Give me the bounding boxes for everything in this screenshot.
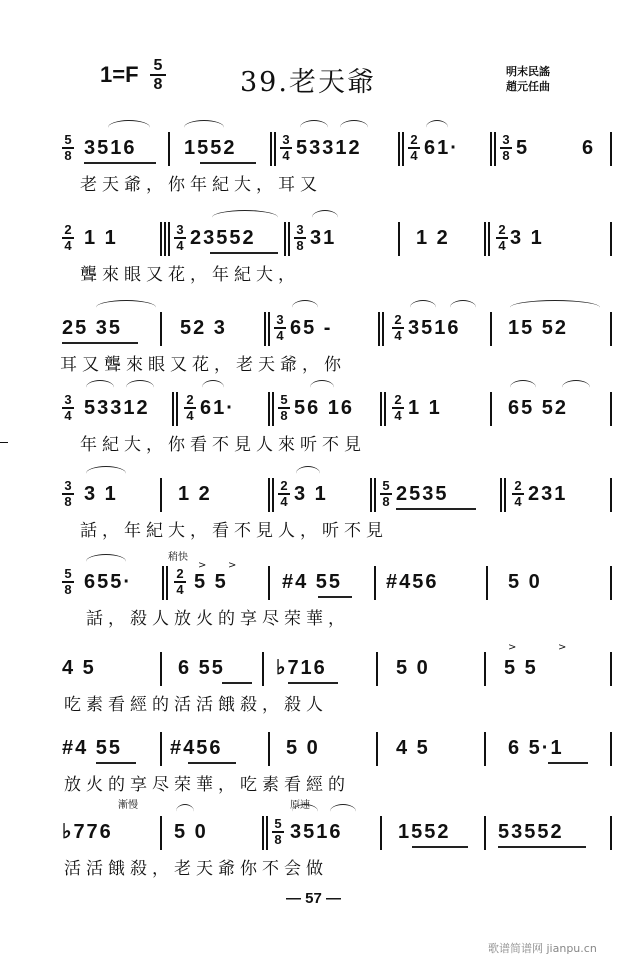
tempo-mark-faster: 稍快 (168, 552, 188, 563)
page-number: — 57 — (286, 890, 342, 907)
measure: 5 0 (396, 657, 430, 679)
tempo-mark-original: 原速 (290, 800, 310, 811)
lyric-line: 老天爺，你年紀大，耳又 (80, 175, 322, 195)
measure: 3516 (84, 137, 137, 159)
song-title: 39.老天爺 (240, 67, 376, 98)
measure: 6 55 (178, 657, 225, 679)
measure: 655· (84, 571, 133, 593)
measure: 1 2 (178, 483, 212, 505)
measure: 5 (516, 137, 530, 159)
measure: 2535 (396, 483, 449, 505)
measure: 1552 (398, 821, 451, 843)
measure: 231 (528, 483, 568, 505)
meter-signature (150, 58, 166, 92)
measure: 6 (582, 137, 596, 159)
meter-bottom: 8 (153, 76, 163, 93)
measure: 3 1 (294, 483, 328, 505)
measure: 53312 (296, 137, 362, 159)
lyric-line: 話，年紀大，看不見人，听不見 (80, 521, 388, 541)
measure: 65 - (290, 317, 333, 339)
measure: 5 5 (194, 571, 228, 593)
key-signature: 1=F (100, 62, 139, 87)
measure: 1552 (184, 137, 237, 159)
measure: 61· (424, 137, 459, 159)
measure: #4 55 (62, 737, 123, 759)
measure: 1 1 (84, 227, 118, 249)
measure: 15 52 (508, 317, 569, 339)
measure: 1 1 (408, 397, 442, 419)
measure: 6 5·1 (508, 737, 564, 759)
tempo-mark-slower: 漸慢 (118, 800, 138, 811)
measure: 5 0 (286, 737, 320, 759)
lyric-line: 年紀大，你看不見人來听不見 (80, 435, 366, 455)
measure: 25 35 (62, 317, 123, 339)
measure: 5 0 (174, 821, 208, 843)
lyric-line: 放火的享尽荣華，吃素看經的 (64, 775, 350, 795)
measure: 3 1 (84, 483, 118, 505)
measure: 5 5 (504, 657, 538, 679)
measure: 1 2 (416, 227, 450, 249)
measure: ♭716 (276, 657, 327, 679)
measure: 53312 (84, 397, 150, 419)
lyric-line: 活活餓殺，老天爺你不会做 (64, 859, 328, 879)
lyric-line: 吃素看經的活活餓殺，殺人 (64, 695, 328, 715)
attribution-origin: 明末民謠 (506, 65, 550, 78)
lyric-line: 聾來眼又花，年紀大， (80, 265, 300, 285)
lyric-line: 話，殺人放火的享尽荣華， (86, 609, 350, 629)
measure: 61· (200, 397, 235, 419)
measure: 53552 (498, 821, 564, 843)
meter-top: 5 (153, 57, 163, 74)
measure: 52 3 (180, 317, 227, 339)
measure: #4 55 (282, 571, 343, 593)
margin-tick (0, 442, 8, 443)
measure: 4 5 (396, 737, 430, 759)
attribution (506, 64, 550, 94)
watermark: 歌谱简谱网 jianpu.cn (488, 942, 597, 955)
attribution-composer: 趙元任曲 (506, 80, 550, 93)
measure: 3516 (408, 317, 461, 339)
accent-mark: > (198, 560, 207, 571)
measure: 3 1 (510, 227, 544, 249)
measure: 4 5 (62, 657, 96, 679)
measure: 56 16 (294, 397, 355, 419)
measure: 31 (310, 227, 337, 249)
measure: #456 (170, 737, 223, 759)
measure: 65 52 (508, 397, 569, 419)
measure: 23552 (190, 227, 256, 249)
accent-mark: > (558, 642, 567, 653)
measure: #456 (386, 571, 439, 593)
measure: 3516 (290, 821, 343, 843)
measure: ♭776 (62, 821, 113, 843)
accent-mark: > (508, 642, 517, 653)
lyric-line: 耳又聾來眼又花，老天爺，你 (60, 355, 346, 375)
accent-mark: > (228, 560, 237, 571)
measure: 5 0 (508, 571, 542, 593)
